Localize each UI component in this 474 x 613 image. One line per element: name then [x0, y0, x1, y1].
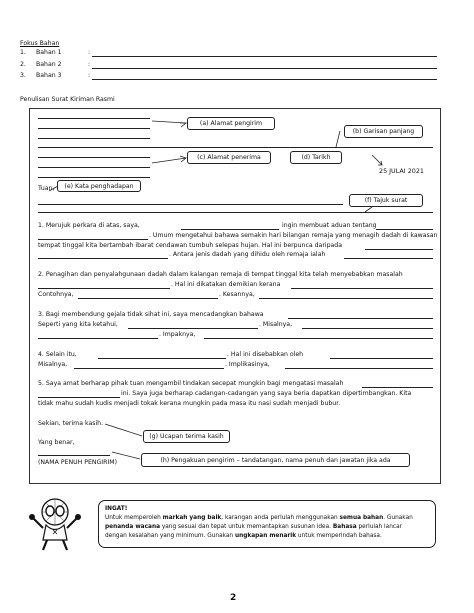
- p3-text: . Misalnya,: [259, 321, 293, 328]
- note-emphasis: Bahasa: [332, 524, 357, 530]
- p3-text: Seperti yang kita ketahui,: [38, 321, 118, 328]
- letter-date: 25 JULAI 2021: [379, 167, 424, 175]
- note-line-3: [105, 532, 429, 541]
- fokus-num-2: 2.: [20, 61, 26, 68]
- fokus-colon-2: :: [88, 61, 91, 68]
- label-tarikh: (d) Tarikh: [290, 151, 342, 164]
- label-pengakuan-pengirim: (h) Pengakuan pengirim – tandatangan, nama penuh dan jawatan jika ada: [141, 453, 410, 467]
- note-line-1: [105, 514, 429, 523]
- note-title: INGAT!: [105, 506, 128, 512]
- page-number: 2: [230, 593, 237, 603]
- p2-text: 2. Penagihan dan penyalahgunaan dadah dalam kalangan remaja di tempat tinggal kita telah menyebabkan masalah: [38, 271, 403, 278]
- note-text: untuk memperindah bahasa.: [296, 533, 382, 539]
- p1-text: . Umum mengetahui bahawa semakin hari bilangan remaja yang menagih dadah di kawasan: [149, 232, 438, 239]
- sender-full-name: (NAMA PENUH PENGIRIM): [38, 459, 117, 466]
- label-ucapan-terima-kasih: (g) Ucapan terima kasih: [143, 430, 230, 443]
- label-garisan-panjang: (b) Garisan panjang: [344, 125, 423, 138]
- p3-text: 3. Bagi membendung gejala tidak sihat ini, saya mencadangkan bahawa: [38, 311, 264, 318]
- section-title: Penulisan Surat Kiriman Rasmi: [20, 96, 115, 103]
- p2-text: . Hal ini dikatakan demikian kerana: [171, 281, 281, 288]
- fokus-num-1: 1.: [20, 49, 26, 56]
- p5-text: 5. Saya amat berharap pihak tuan mengambil tindakan secepat mungkin bagi mengatasi masalah: [38, 380, 344, 387]
- fokus-colon-1: :: [88, 49, 91, 56]
- fokus-label-1: Bahan 1: [36, 49, 62, 56]
- fokus-title: Fokus Bahan: [20, 40, 60, 47]
- p1-text: ingin membuat aduan tentang: [282, 222, 377, 229]
- label-kata-penghadapan: (e) Kata penghadapan: [57, 180, 141, 192]
- fokus-label-3: Bahan 3: [36, 72, 62, 79]
- note-line-2: [105, 523, 429, 532]
- p4-text: 4. Selain itu,: [38, 351, 77, 358]
- fokus-colon-3: :: [88, 72, 91, 79]
- note-text: yang sesuai dan tepat untuk memantapkan susunan idea.: [159, 524, 333, 530]
- note-emphasis: semua bahan: [339, 515, 384, 521]
- label-alamat-penerima: (c) Alamat penerima: [187, 151, 271, 164]
- note-text: dengan kesalahan yang minimum. Gunakan: [105, 533, 235, 539]
- note-text: . Gunakan: [383, 515, 413, 521]
- closing-thanks: Sekian, terima kasih.: [38, 420, 104, 427]
- note-emphasis: markah yang baik: [162, 515, 222, 521]
- p4-text: Misalnya,: [38, 361, 68, 368]
- fokus-num-3: 3.: [20, 72, 26, 79]
- note-text: Untuk memperoleh: [105, 515, 163, 521]
- label-alamat-pengirim: (a) Alamat pengirim: [187, 117, 275, 130]
- note-emphasis: penanda wacana: [105, 524, 160, 530]
- label-tajuk-surat: (f) Tajuk surat: [349, 194, 423, 207]
- p1-text: tempat tinggal kita bertambah ibarat cendawan tumbuh selepas hujan. Hal ini berpunca daripada: [38, 242, 343, 249]
- p5-text: tidak mahu sudah kudis menjadi tokak kerana mungkin pada masa itu nasi sudah menjadi bubur.: [38, 400, 341, 407]
- note-text: perlulah lancar: [356, 524, 403, 530]
- note-text: , karangan anda perlulah menggunakan: [221, 515, 340, 521]
- reminder-note: [98, 500, 436, 548]
- salutation: Tuan,: [38, 185, 55, 192]
- p2-text: Contohnya,: [38, 291, 74, 298]
- fokus-label-2: Bahan 2: [36, 61, 62, 68]
- p4-text: . Hal ini disebabkan oleh: [227, 351, 304, 358]
- p5-text: ini. Saya juga berharap cadangan-cadangan yang saya beria dapatkan dipertimbangkan. Kita: [121, 390, 412, 397]
- p1-text: . Antara jenis dadah yang dihidu oleh remaja ialah: [169, 251, 326, 258]
- p1-text: 1. Merujuk perkara di atas, saya,: [38, 222, 140, 229]
- closing-yours: Yang benar,: [38, 439, 75, 446]
- p4-text: . Implikasinya,: [225, 361, 270, 368]
- p2-text: . Kesannya,: [219, 291, 255, 298]
- p3-text: . Impaknya,: [159, 331, 196, 338]
- note-emphasis: ungkapan menarik: [234, 533, 297, 539]
